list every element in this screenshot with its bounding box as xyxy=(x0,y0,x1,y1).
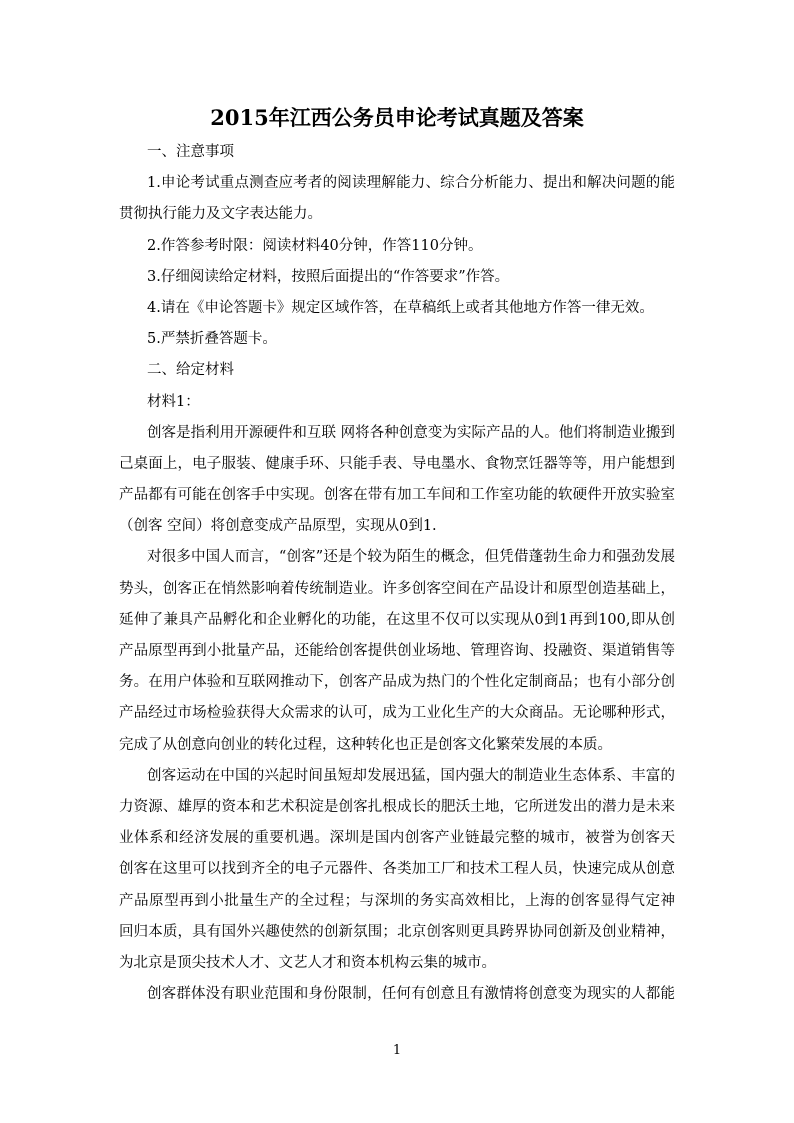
text-line: 创客群体没有职业范围和身份限制，任何有创意且有激情将创意变为现实的人都能 xyxy=(147,986,675,1003)
text-line: 业体系和经济发展的重要机遇。深圳是国内创客产业链最完整的城市，被誉为创客天 xyxy=(119,830,675,847)
text-line: 一、注意事项 xyxy=(147,144,234,160)
text-line: 势头，创客正在悄然影响着传统制造业。许多创客空间在产品设计和原型创造基础上， xyxy=(119,580,675,597)
text-line: 延伸了兼具产品孵化和企业孵化的功能，在这里不仅可以实现从0到1再到100,即从创 xyxy=(119,611,675,628)
document-body xyxy=(119,137,675,1010)
text-line: 5.严禁折叠答题卡。 xyxy=(147,331,277,348)
text-line: 务。在用户体验和互联网推动下，创客产品成为热门的个性化定制商品；也有小部分创 xyxy=(119,674,675,691)
text-line: 对很多中国人而言，“创客”还是个较为陌生的概念，但凭借蓬勃生命力和强劲发展 xyxy=(147,549,675,566)
page-number: 1 xyxy=(392,1043,402,1058)
text-line: 材料1： xyxy=(147,393,200,410)
text-line: 3.仔细阅读给定材料，按照后面提出的“作答要求”作答。 xyxy=(147,268,510,285)
text-line: 回归本质，具有国外兴趣使然的创新氛围；北京创客则更具跨界协同创新及创业精神， xyxy=(119,923,675,940)
text-line: 产品原型再到小批量产品，还能给创客提供创业场地、管理咨询、投融资、渠道销售等 xyxy=(119,643,675,659)
text-line: 产品经过市场检验获得大众需求的认可，成为工业化生产的大众商品。无论哪种形式， xyxy=(119,705,675,722)
document-title: 2015年江西公务员申论考试真题及答案 xyxy=(210,105,584,130)
text-line: 二、给定材料 xyxy=(147,362,234,379)
text-line: （创客 空间）将创意变成产品原型，实现从0到1. xyxy=(119,518,437,535)
text-line: 产品原型再到小批量生产的全过程；与深圳的务实高效相比，上海的创客显得气定神 xyxy=(119,892,675,909)
text-line: 1.申论考试重点测查应考者的阅读理解能力、综合分析能力、提出和解决问题的能 xyxy=(147,175,675,192)
text-line: 产品都有可能在创客手中实现。创客在带有加工车间和工作室功能的软硬件开放实验室 xyxy=(119,487,675,504)
text-line: 为北京是顶尖技术人才、文艺人才和资本机构云集的城市。 xyxy=(119,954,496,971)
text-line: 完成了从创意向创业的转化过程，这种转化也正是创客文化繁荣发展的本质。 xyxy=(119,736,612,753)
text-line: 贯彻执行能力及文字表达能力。 xyxy=(119,206,322,223)
text-line: 2.作答参考时限：阅读材料40分钟，作答110分钟。 xyxy=(147,237,483,254)
text-line: 己桌面上，电子服装、健康手环、只能手表、导电墨水、食物烹饪器等等，用户能想到 xyxy=(119,455,675,472)
text-line: 力资源、雄厚的资本和艺术积淀是创客扎根成长的肥沃土地，它所迸发出的潜力是未来 xyxy=(119,798,675,815)
text-line: 4.请在《申论答题卡》规定区域作答，在草稿纸上或者其他地方作答一律无效。 xyxy=(147,299,654,316)
text-line: 创客是指利用开源硬件和互联 网将各种创意变为实际产品的人。他们将制造业搬到 xyxy=(147,424,675,441)
text-line: 创客运动在中国的兴起时间虽短却发展迅猛，国内强大的制造业生态体系、丰富的 xyxy=(147,767,675,784)
text-line: 创客在这里可以找到齐全的电子元器件、各类加工厂和技术工程人员，快速完成从创意 xyxy=(119,861,675,878)
